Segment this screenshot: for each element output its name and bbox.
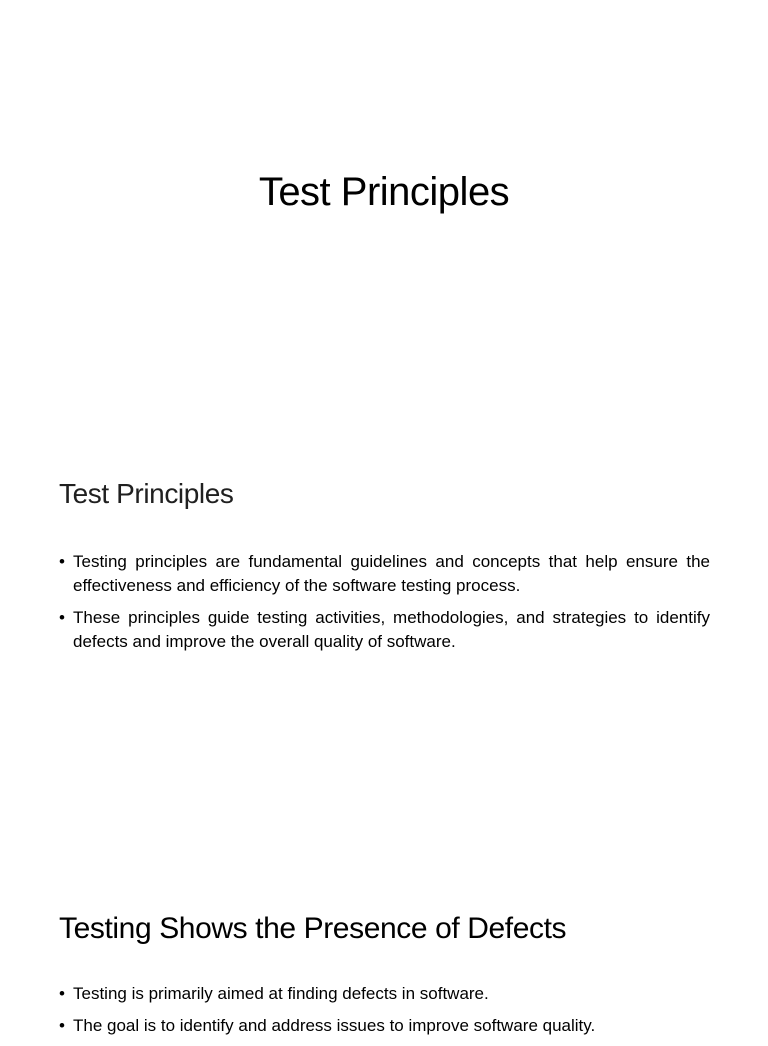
slide-test-principles [0, 430, 768, 860]
bullet-text: Testing is primarily aimed at finding defects in software. [73, 984, 489, 1003]
bullet-text: These principles guide testing activities, methodologies, and strategies to identify defects and improve the overall quality of software. [73, 608, 710, 651]
list-item [59, 550, 710, 598]
bullet-icon: • [59, 984, 65, 1003]
section-heading: Testing Shows the Presence of Defects [59, 912, 567, 945]
bullet-icon: • [59, 608, 65, 627]
section-heading: Test Principles [59, 478, 234, 509]
bullet-icon: • [59, 552, 65, 571]
list-item [59, 1014, 710, 1038]
slide-presence-of-defects [0, 860, 768, 1035]
list-item [59, 606, 710, 654]
bullet-text: Testing principles are fundamental guidelines and concepts that help ensure the effectiveness and efficiency of the software testing process. [73, 552, 710, 595]
bullet-icon: • [59, 1016, 65, 1035]
list-item [59, 982, 710, 1006]
page-title: Test Principles [258, 170, 510, 214]
bullet-text: The goal is to identify and address issues to improve software quality. [73, 1016, 596, 1035]
bullet-list [59, 550, 710, 662]
title-slide [0, 0, 768, 430]
bullet-list [59, 982, 710, 1046]
